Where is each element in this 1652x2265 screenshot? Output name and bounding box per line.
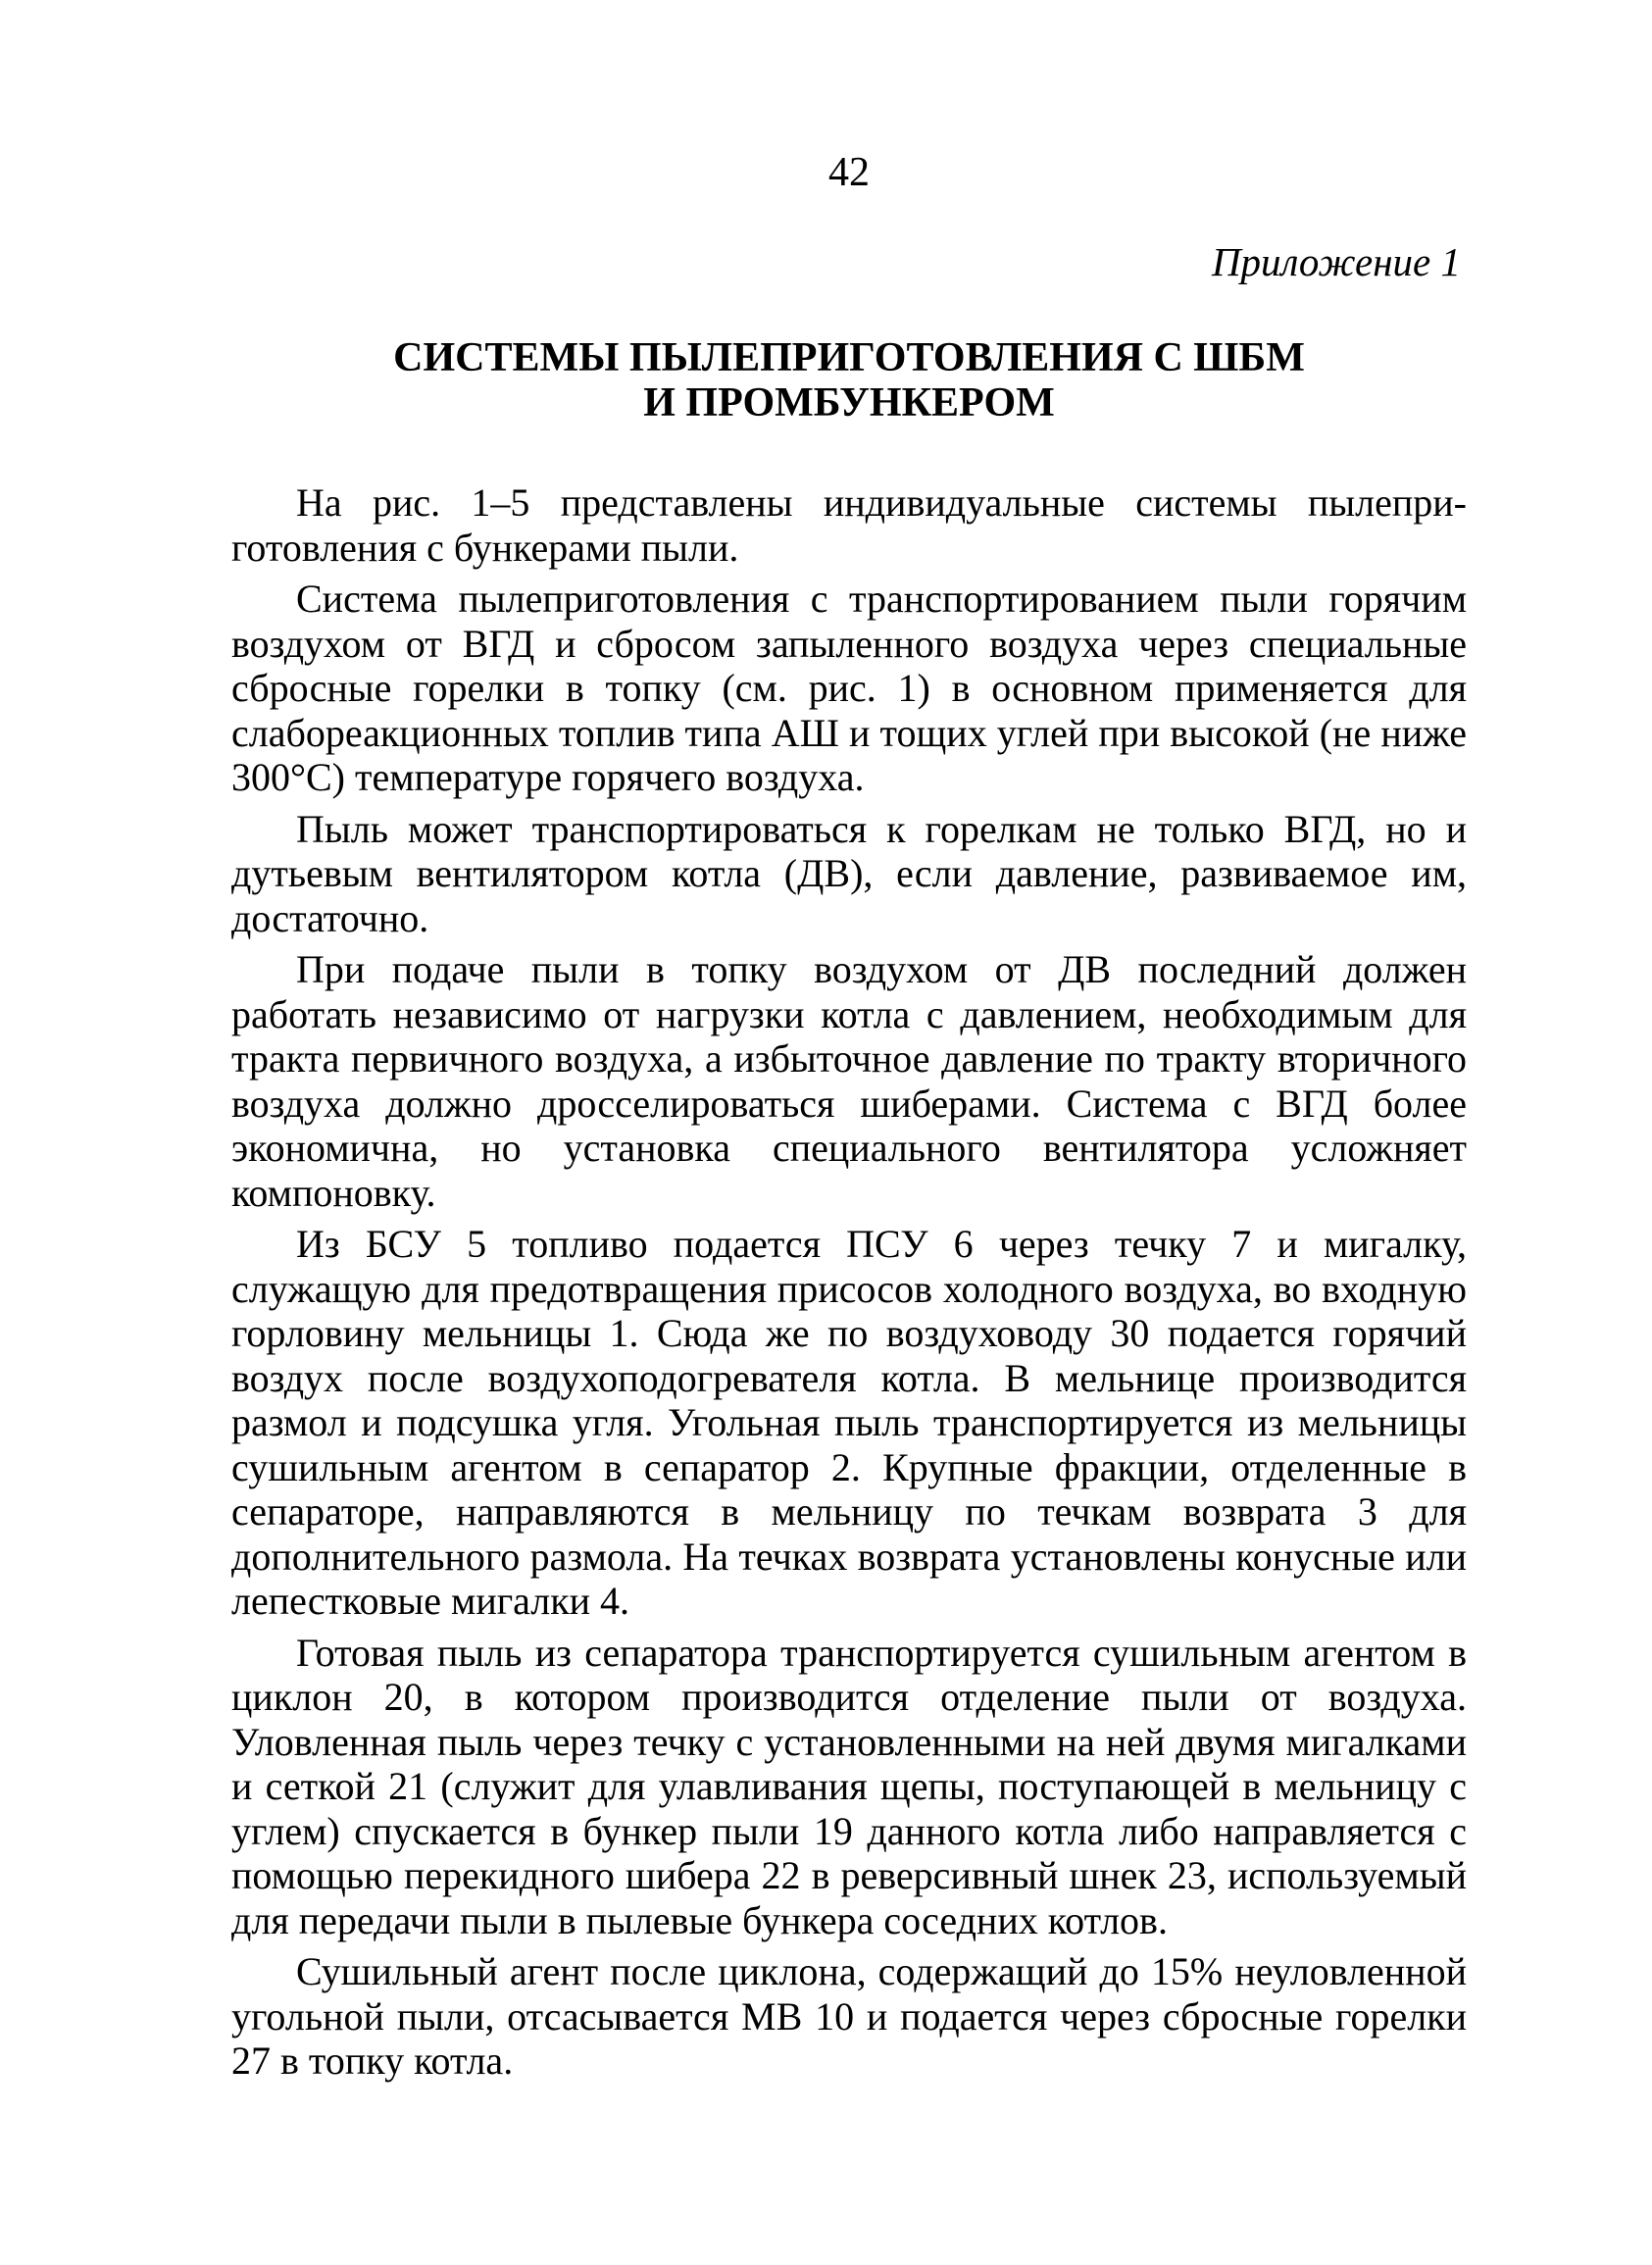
document-page bbox=[231, 147, 1467, 2090]
page-number: 42 bbox=[828, 150, 870, 195]
body-paragraph: Готовая пыль из сепаратора транспортируется сушильным агентом в циклон 20, в котором производится отделение пыли от воздуха. Уловленная пыль через течку с установленными на ней двумя мигалками и сеткой 21 (служит для улавливания щепы, поступающей в мельницу с углем) спускается в бункер пыли 19 данного котла либо направляется с помощью перекидного шибера 22 в реверсивный шнек 23, используемый для передачи пыли в пылевые бункера соседних котлов. bbox=[231, 1630, 1467, 1942]
body-paragraph: Сушильный агент после циклона, содержащий до 15% неуловленной угольной пыли, отсасывается МВ 10 и подается через сбросные горелки 27 в топку котла. bbox=[231, 1949, 1467, 2083]
body-paragraph: На рис. 1–5 представлены индивидуальные системы пылеприготовления с бункерами пыли. bbox=[231, 480, 1467, 570]
body-paragraph: Система пылеприготовления с транспортированием пыли горячим воздухом от ВГД и сбросом запыленного воздуха через специальные сбросные горелки в топку (см. рис. 1) в основном применяется для слабореакционных топлив типа АШ и тощих углей при высокой (не ниже 300°С) температуре горячего воздуха. bbox=[231, 577, 1467, 799]
appendix-label: Приложение 1 bbox=[1211, 239, 1461, 284]
section-title-line: СИСТЕМЫ ПЫЛЕПРИГОТОВЛЕНИЯ С ШБМ bbox=[393, 335, 1305, 380]
section-title bbox=[231, 335, 1467, 426]
body-paragraph: Пыль может транспортироваться к горелкам не только ВГД, но и дутьевым вентилятором котла (ДВ), если давление, развиваемое им, достаточно. bbox=[231, 806, 1467, 940]
body-paragraph: При подаче пыли в топку воздухом от ДВ последний должен работать независимо от нагрузки котла с давлением, необходимым для тракта первичного воздуха, а избыточное давление по тракту вторичного воздуха должно дросселироваться шиберами. Система с ВГД более экономична, но установка специального вентилятора усложняет компоновку. bbox=[231, 947, 1467, 1215]
body-paragraph: Из БСУ 5 топливо подается ПСУ 6 через течку 7 и мигалку, служащую для предотвращения присосов холодного воздуха, во входную горловину мельницы 1. Сюда же по воздуховоду 30 подается горячий воздух после воздухоподогревателя котла. В мельнице производится размол и подсушка угля. Угольная пыль транспортируется из мельницы сушильным агентом в сепаратор 2. Крупные фракции, отделенные в сепараторе, направляются в мельницу по течкам возврата 3 для дополнительного размола. На течках возврата установлены конусные или лепестковые мигалки 4. bbox=[231, 1222, 1467, 1623]
section-title-line: И ПРОМБУНКЕРОМ bbox=[643, 380, 1055, 426]
